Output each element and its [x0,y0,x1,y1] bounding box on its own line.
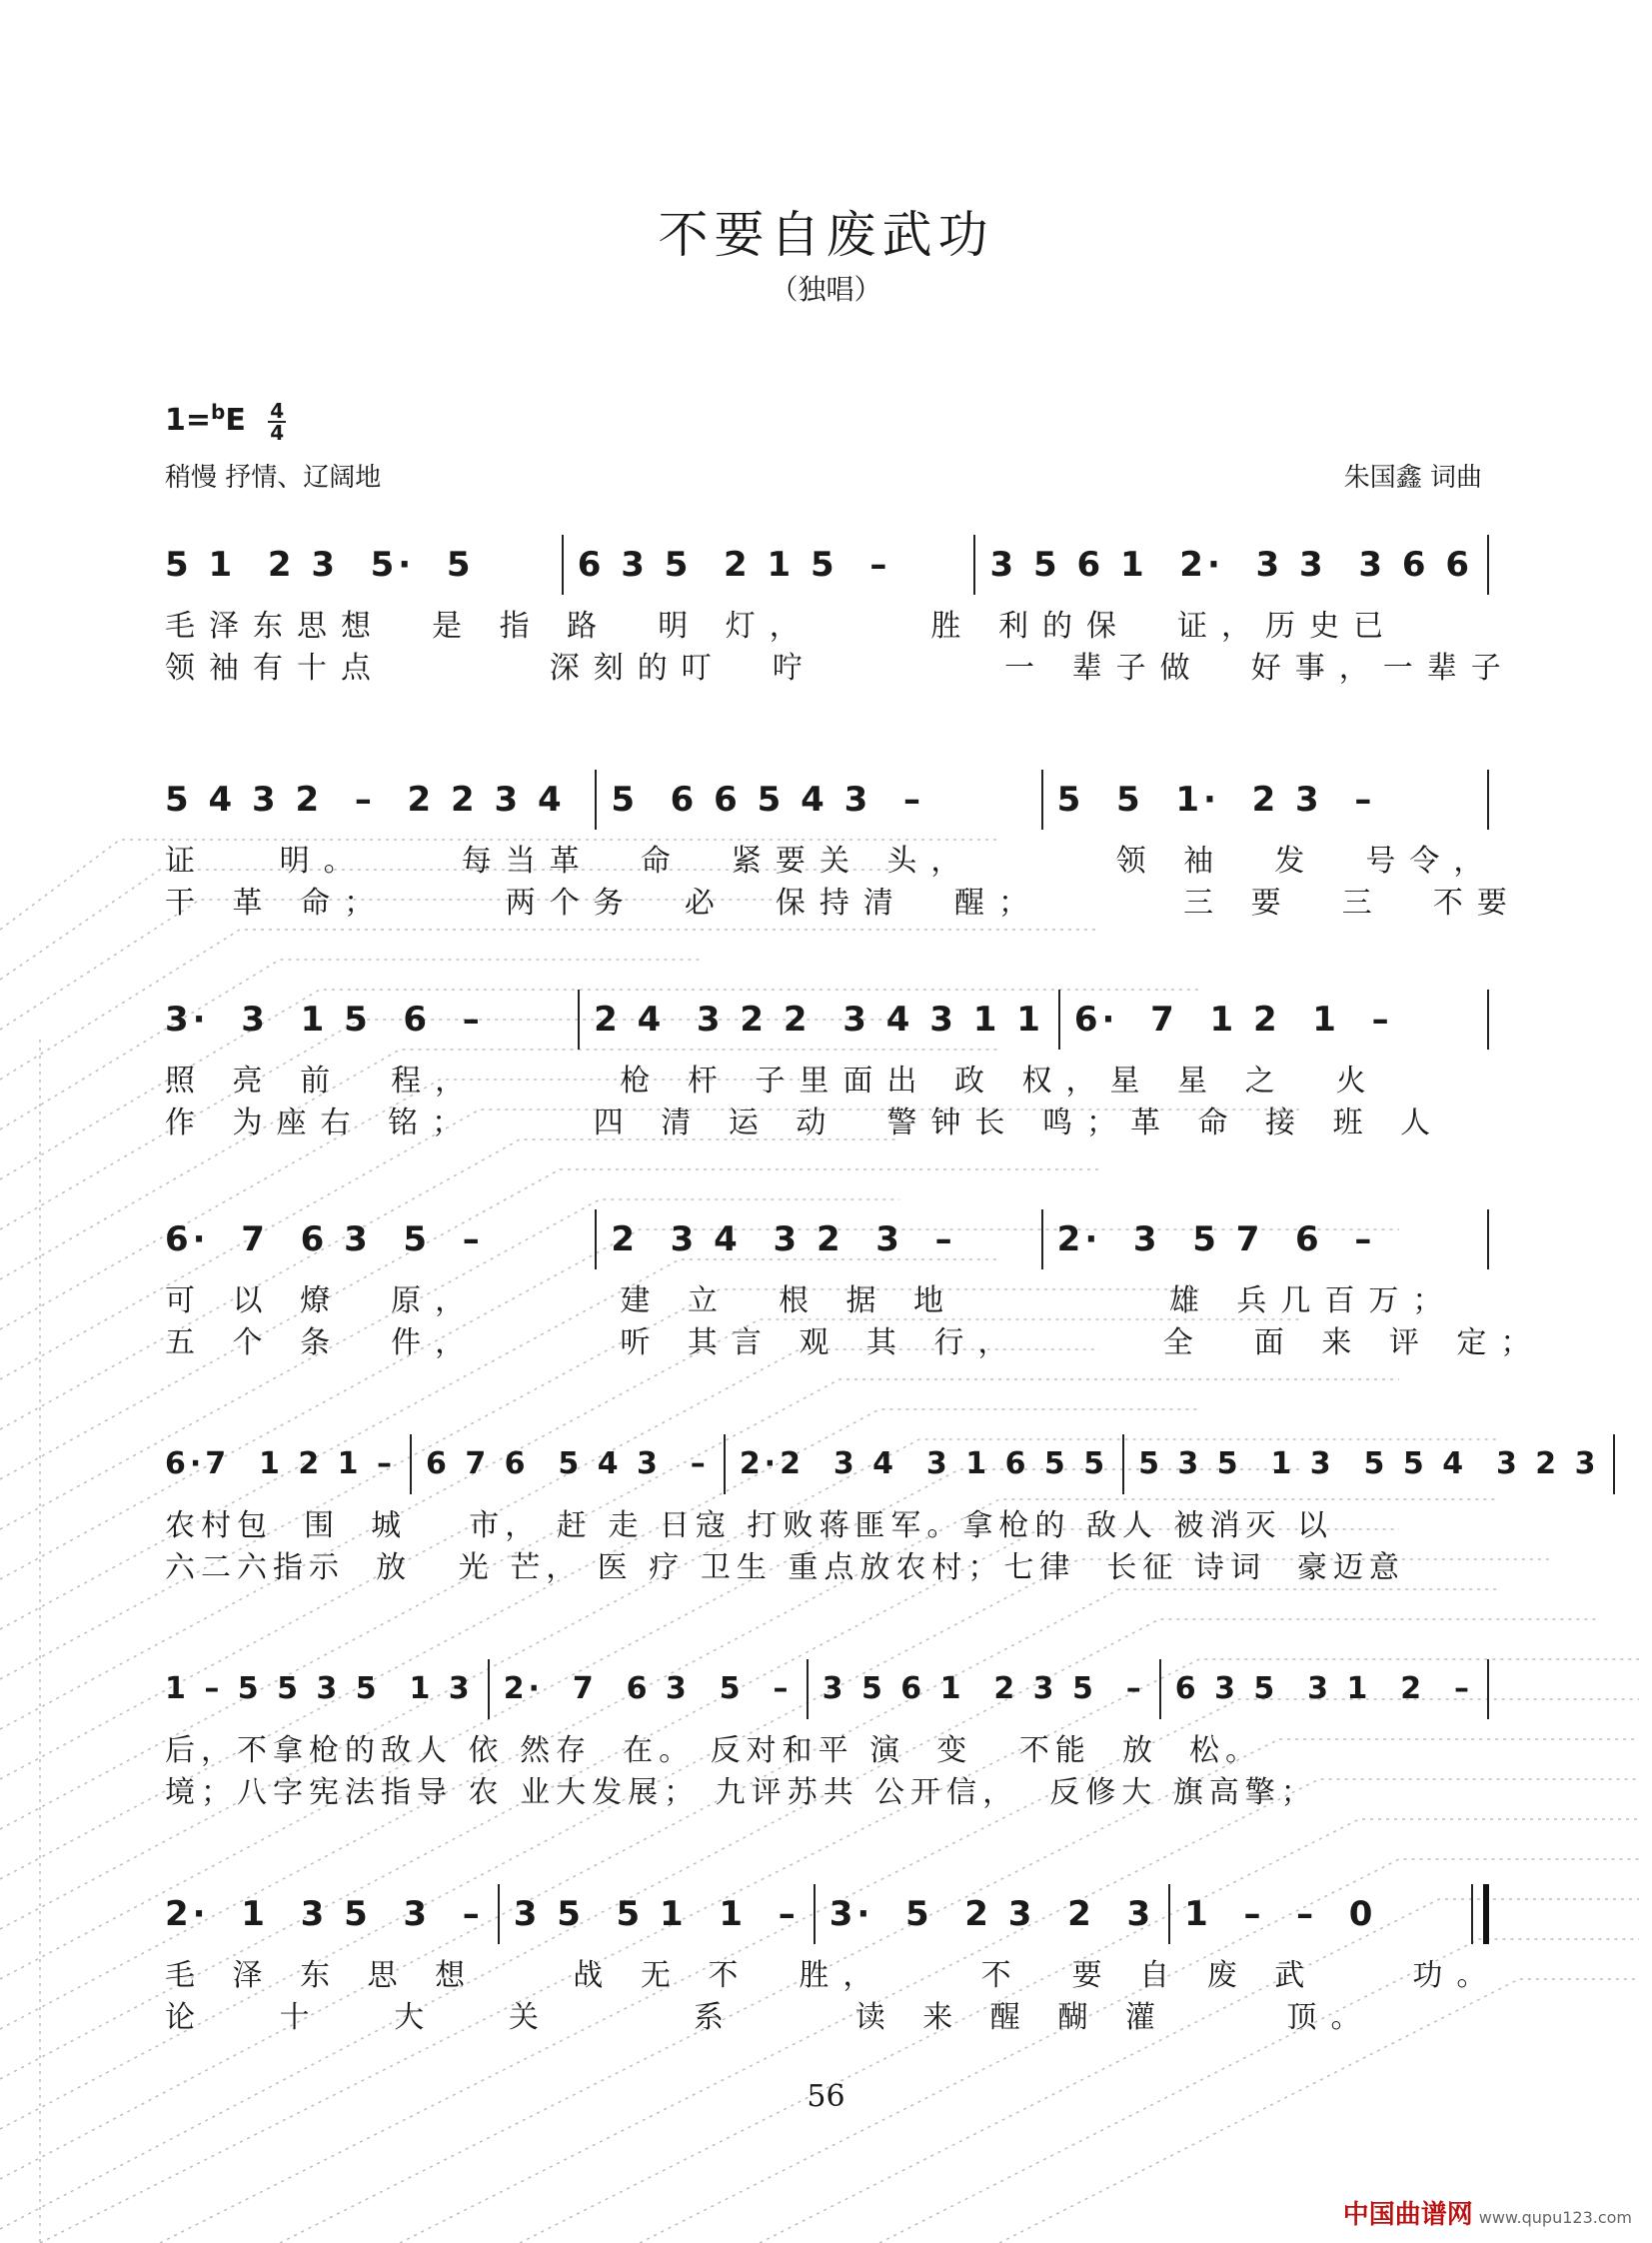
notation-line [165,1879,1489,1949]
measure: 2· 3 5 7 6 – [1041,1209,1487,1269]
measure: 6· 7 6 3 5 – [165,1219,484,1259]
measure: 1 – – 0 [1168,1884,1465,1944]
barline [1487,1659,1489,1719]
barline [1613,1434,1615,1494]
measure: 5 6 6 5 4 3 – [595,770,1040,830]
measure: 3· 5 2 3 2 3 [814,1884,1168,1944]
lyric-verse-1: 可 以 燎 原， 建 立 根 据 地 雄 兵几百万； [165,1283,1457,1318]
barline [1487,535,1489,595]
score-system-7 [165,1879,1501,2039]
score-system-3 [165,985,1489,1144]
notation-line [165,765,1489,835]
lyric-verse-2: 六二六指示 放 光 芒， 医 疗 卫生 重点放农村；七律 长征 诗词 豪迈意 [165,1550,1406,1585]
page-number: 56 [807,2079,845,2114]
lyric-verse-1: 照 亮 前 程， 枪 杆 子里面出 政 权，星 星 之 火 [165,1064,1380,1099]
composer-credit: 朱国鑫 词曲 [1343,463,1482,493]
barline [1487,770,1489,830]
measure: 2· 7 6 3 5 – [488,1659,807,1719]
score-system-2 [165,765,1521,925]
barline [1487,990,1489,1050]
final-barline [1471,1884,1489,1944]
watermark-url: www.qupu123.com [1478,2208,1632,2227]
song-subtitle: （独唱） [770,273,882,306]
measure: 5 3 5 1 3 5 5 4 3 2 3 [1122,1434,1613,1494]
flat-symbol: b [211,400,226,424]
measure: 2 4 3 2 2 3 4 3 1 1 [578,990,1058,1050]
time-bottom: 4 [270,420,285,445]
measure: 5 1 2 3 5· 5 [165,545,475,585]
measure: 6 3 5 3 1 2 – [1159,1659,1487,1719]
measure: 2 3 4 3 2 3 – [595,1209,1040,1269]
notation-line [165,985,1489,1055]
measure: 5 4 3 2 – 2 2 3 4 [165,780,566,820]
lyric-verse-1: 证 明。 每当革 命 紧要关 头， 领 袖 发 号令， [165,844,1498,879]
notation-line [165,1654,1489,1724]
watermark [1343,2194,1632,2231]
measure: 1 – 5 5 3 5 1 3 [165,1671,474,1706]
measure: 6·7 1 2 1 – [165,1446,396,1481]
time-top: 4 [270,398,285,423]
key-note: E [225,403,246,438]
measure: 6 3 5 2 1 5 – [562,535,974,595]
lyric-verse-2: 领袖有十点 深刻的叮 咛 一 辈子做 好事，一辈子 [165,651,1515,686]
notation-line [165,530,1489,600]
notation-line [165,1429,1600,1499]
song-title: 不要自废武功 [658,206,994,264]
lyric-verse-2: 干 革 命； 两个务 必 保持清 醒； 三 要 三 不要 [165,886,1521,921]
measure: 5 5 1· 2 3 – [1041,770,1487,830]
lyric-verse-1: 毛泽东思想 是 指 路 明 灯， 胜 利的保 证，历史已 [165,609,1398,644]
notation-line [165,1204,1489,1274]
score-system-4 [165,1204,1545,1364]
lyric-verse-1: 后，不拿枪的敌人 依 然存 在。 反对和平 演 变 不能 放 松。 [165,1733,1262,1768]
lyric-verse-1: 毛 泽 东 思 想 战 无 不 胜， 不 要 自 废 武 功。 [165,1958,1501,1993]
lyric-verse-2: 五 个 条 件， 听 其言 观 其 行， 全 面 来 评 定； [165,1325,1545,1360]
lyric-verse-1: 农村包 围 城 市， 赶 走 日寇 打败蒋匪军。拿枪的 敌人 被消灭 以 [165,1508,1334,1543]
watermark-brand: 中国曲谱网 [1342,2200,1473,2230]
measure: 3· 3 1 5 6 – [165,1000,484,1040]
barline [1487,1209,1489,1269]
key-signature [165,400,286,443]
key-prefix: 1= [165,403,212,438]
measure: 3 5 6 1 2 3 5 – [807,1659,1159,1719]
measure: 6· 7 1 2 1 – [1058,990,1487,1050]
tempo-marking: 稍慢 抒情、辽阔地 [165,463,382,493]
measure: 2·2 3 4 3 1 6 5 5 [724,1434,1122,1494]
score-system-5 [165,1429,1600,1589]
time-signature [268,398,286,445]
lyric-verse-2: 论 十 大 关 系 读 来 醒 醐 灌 顶。 [165,2000,1375,2035]
measure: 3 5 6 1 2· 3 3 3 6 6 [973,535,1487,595]
measure: 2· 1 3 5 3 – [165,1894,484,1934]
score-system-6 [165,1654,1489,1814]
measure: 3 5 5 1 1 – [498,1884,814,1944]
score-system-1 [165,530,1515,690]
lyric-verse-2: 作 为座右 铭； 四 清 运 动 警钟长 鸣；革 命 接 班 人 [165,1106,1445,1140]
measure: 6 7 6 5 4 3 – [410,1434,724,1494]
lyric-verse-2: 境；八字宪法指导 农 业大发展； 九评苏共 公开信， 反修大 旗高擎； [165,1775,1317,1810]
